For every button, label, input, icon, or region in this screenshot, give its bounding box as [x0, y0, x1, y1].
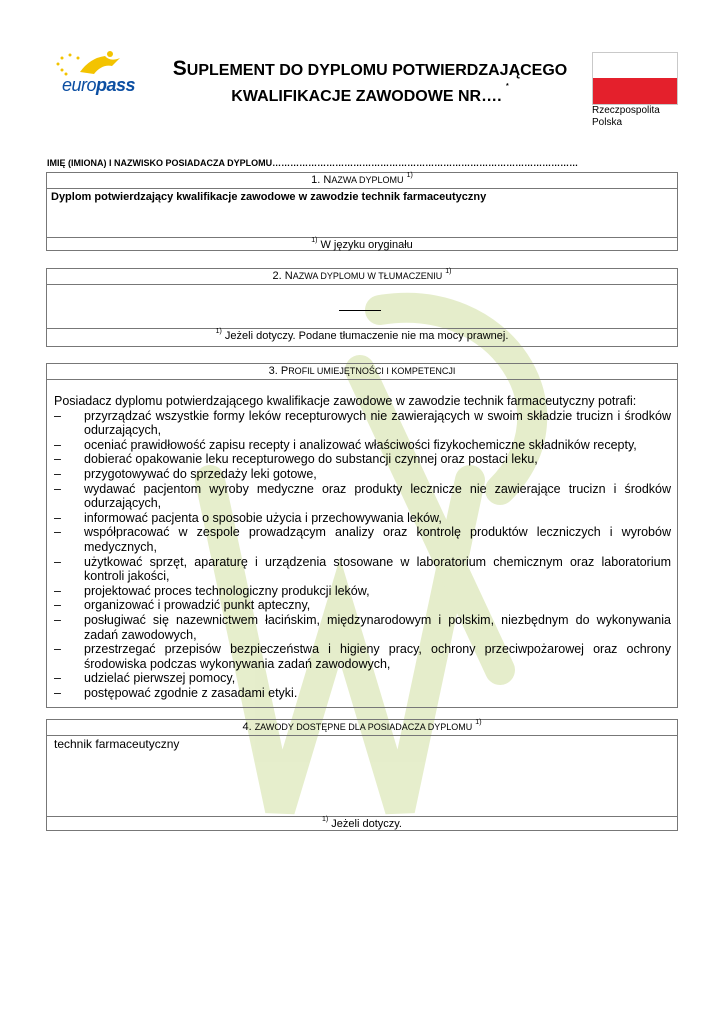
blank-line	[339, 310, 381, 311]
skills-list	[54, 409, 671, 701]
list-item: – postępować zgodnie z zasadami etyki.	[54, 685, 298, 700]
section-footnote: $^{1)}$ W języku oryginału	[47, 237, 677, 252]
section-header: 2. NAZWA DYPLOMU W TŁUMACZENIU $^{1)}$	[47, 269, 677, 285]
section-skills-profile	[46, 363, 678, 708]
page-title: SUPLEMENT DO DYPLOMU POTWIERDZAJĄCEGO KWALIFIKACJE ZAWODOWE NR…. *	[172, 57, 568, 105]
occupations-value: technik farmaceutyczny	[54, 737, 180, 751]
list-item: – projektować proces technologiczny produkcji leków,	[54, 583, 370, 598]
section-occupations	[46, 719, 678, 831]
list-item: – posługiwać się nazewnictwem łacińskim, międzynarodowym i polskim, niezbędnym do wykonywania zadań zawodowych,	[54, 612, 671, 642]
flag-caption: Rzeczpospolita Polska	[592, 105, 660, 128]
list-item: – przygotowywać do sprzedaży leki gotowe,	[54, 466, 317, 481]
list-item: – współpracować w zespole prowadzącym analizy oraz kontrolę produktów leczniczych i wyrobów medycznych,	[54, 525, 671, 554]
section-header: 3. PROFIL UMIEJĘTNOŚCI I KOMPETENCJI	[47, 364, 677, 380]
poland-flag-icon	[592, 52, 678, 105]
list-item: – dobierać opakowanie leku recepturowego do substancji czynnej oraz postaci leku,	[54, 452, 538, 467]
diploma-name-value: Dyplom potwierdzający kwalifikacje zawodowe w zawodzie technik farmaceutyczny	[51, 191, 487, 203]
holder-name-field: IMIĘ (IMIONA) I NAZWISKO POSIADACZA DYPLOMU…………………………………………………………………………………………	[47, 158, 579, 168]
list-item: – organizować i prowadzić punkt apteczny,	[54, 598, 311, 613]
translation-value	[47, 285, 677, 328]
section-header: 4. ZAWODY DOSTĘPNE DLA POSIADACZA DYPLOMU $^{1)}$	[47, 720, 677, 736]
section-footnote: $^{1)}$ Jeżeli dotyczy.	[47, 816, 677, 831]
europass-logo	[50, 50, 150, 102]
list-item: – przyrządzać wszystkie formy leków recepturowych nie zawierających w swoim składzie trucizn i środków odurzających,	[54, 408, 671, 438]
list-item: – wydawać pacjentom wyroby medyczne oraz produkty lecznicze nie zawierające trucizn i środków odurzających,	[54, 481, 671, 511]
list-item: – udzielać pierwszej pomocy,	[54, 671, 236, 686]
skills-body	[47, 380, 677, 700]
list-item: – oceniać prawidłowość zapisu recepty i analizować właściwości fizykochemiczne składników recepty,	[54, 437, 637, 452]
list-item: – użytkować sprzęt, aparaturę i urządzenia stosowane w laboratorium chemicznym oraz laboratorium kontroli jakości,	[54, 554, 671, 584]
section-diploma-translation	[46, 268, 678, 347]
skills-intro: Posiadacz dyplomu potwierdzającego kwalifikacje zawodowe w zawodzie technik farmaceutyczny potrafi:	[54, 394, 637, 408]
europass-wordmark: europass	[62, 75, 136, 95]
section-diploma-name	[46, 172, 678, 251]
list-item: – przestrzegać przepisów bezpieczeństwa i higieny pracy, ochrony przeciwpożarowej oraz ochrony środowiska podczas wykonywania zadań zawodowych,	[54, 642, 671, 671]
section-header: 1. NAZWA DYPLOMU $^{1)}$	[47, 173, 677, 189]
list-item: – informować pacjenta o sposobie użycia i przechowywania leków,	[54, 510, 442, 525]
section-footnote: $^{1)}$ Jeżeli dotyczy. Podane tłumaczenie nie ma mocy prawnej.	[47, 328, 677, 343]
